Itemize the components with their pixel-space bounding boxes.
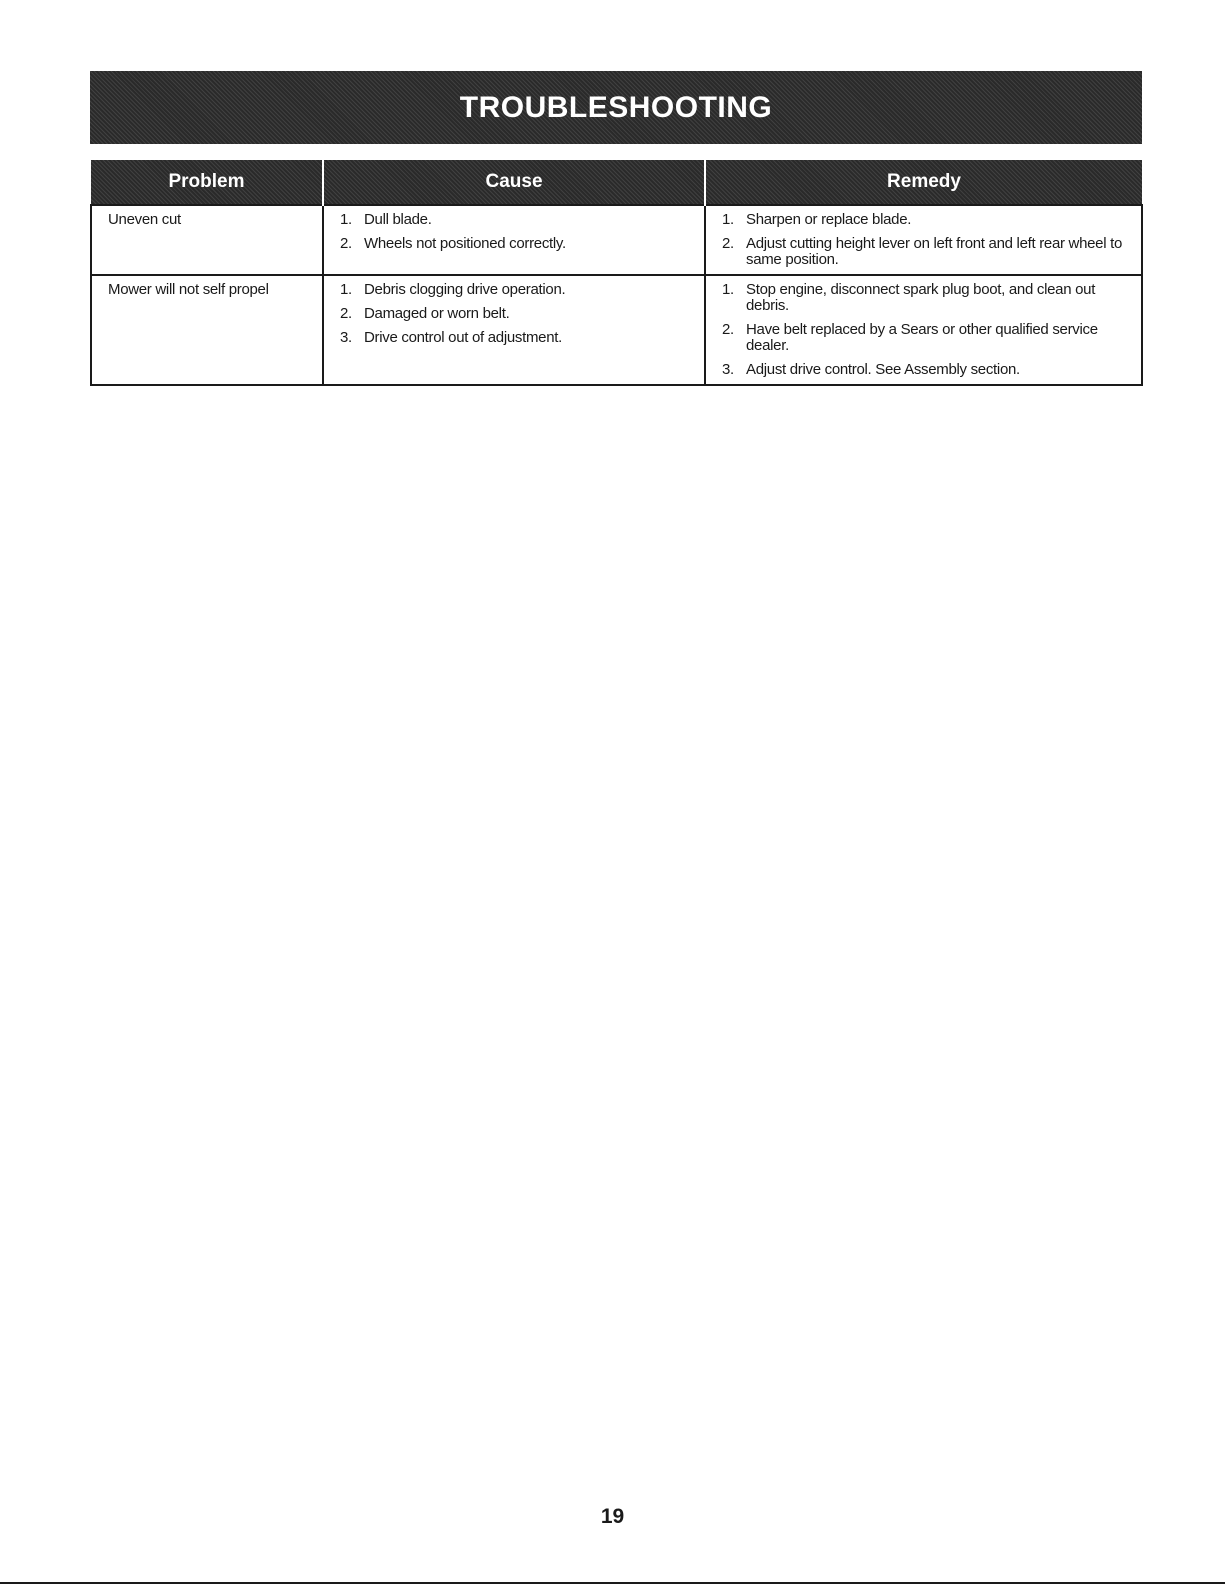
item-text: Sharpen or replace blade. bbox=[746, 211, 912, 228]
item-number: 1. bbox=[340, 211, 352, 228]
item-text: Adjust cutting height lever on left front and left rear wheel to same position. bbox=[746, 235, 1123, 268]
remedy-item bbox=[722, 236, 1131, 268]
problem-cell bbox=[91, 205, 323, 275]
item-number: 2. bbox=[722, 321, 734, 338]
remedy-cell bbox=[705, 205, 1142, 275]
remedy-item bbox=[722, 322, 1131, 354]
item-text: Wheels not positioned correctly. bbox=[364, 235, 566, 252]
item-number: 2. bbox=[340, 305, 352, 322]
problem-text: Mower will not self propel bbox=[108, 281, 269, 298]
item-text: Damaged or worn belt. bbox=[364, 305, 510, 322]
problem-cell bbox=[91, 275, 323, 385]
column-header-cause: Cause bbox=[323, 160, 705, 205]
item-text: Stop engine, disconnect spark plug boot, and clean out debris. bbox=[746, 281, 1096, 314]
cause-item bbox=[340, 236, 694, 252]
cause-item bbox=[340, 282, 694, 298]
table-row bbox=[91, 275, 1142, 385]
item-number: 3. bbox=[722, 361, 734, 378]
remedy-item bbox=[722, 282, 1131, 314]
column-header-remedy: Remedy bbox=[705, 160, 1142, 205]
item-number: 1. bbox=[722, 281, 734, 298]
table-header-row bbox=[91, 160, 1142, 205]
item-number: 2. bbox=[722, 235, 734, 252]
remedy-cell bbox=[705, 275, 1142, 385]
item-number: 1. bbox=[340, 281, 352, 298]
cause-item bbox=[340, 212, 694, 228]
item-number: 3. bbox=[340, 329, 352, 346]
cause-item bbox=[340, 306, 694, 322]
item-text: Drive control out of adjustment. bbox=[364, 329, 562, 346]
section-title: TROUBLESHOOTING bbox=[459, 90, 773, 124]
cause-cell bbox=[323, 205, 705, 275]
problem-text: Uneven cut bbox=[108, 211, 181, 228]
column-header-problem: Problem bbox=[91, 160, 323, 205]
item-text: Debris clogging drive operation. bbox=[364, 281, 566, 298]
remedy-item bbox=[722, 212, 1131, 228]
item-number: 2. bbox=[340, 235, 352, 252]
troubleshooting-table bbox=[90, 160, 1143, 386]
cause-cell bbox=[323, 275, 705, 385]
section-title-bar bbox=[90, 71, 1142, 144]
remedy-item bbox=[722, 362, 1131, 378]
cause-item bbox=[340, 330, 694, 346]
item-text: Have belt replaced by a Sears or other qualified service dealer. bbox=[746, 321, 1098, 354]
item-text: Dull blade. bbox=[364, 211, 432, 228]
bottom-divider bbox=[0, 1582, 1225, 1584]
item-number: 1. bbox=[722, 211, 734, 228]
page-number: 19 bbox=[600, 1505, 625, 1528]
item-text: Adjust drive control. See Assembly section. bbox=[746, 361, 1020, 378]
table-row bbox=[91, 205, 1142, 275]
